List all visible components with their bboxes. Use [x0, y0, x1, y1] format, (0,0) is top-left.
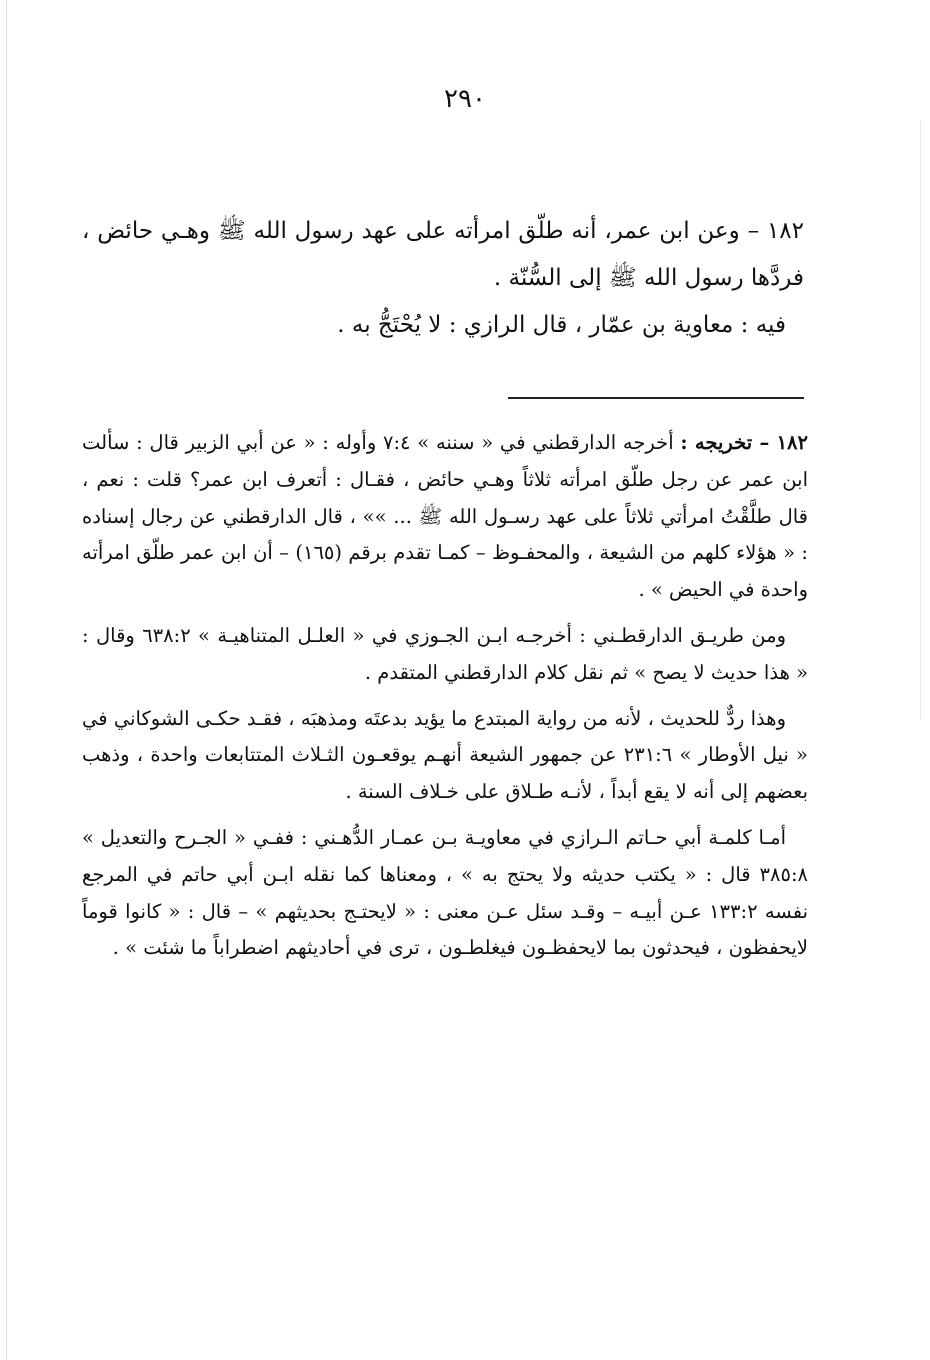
- takhrij-label: ١٨٢ – تخريجه :: [680, 431, 808, 454]
- scan-edge-mark: [920, 120, 921, 720]
- footnote-paragraph-2: ومن طريـق الدارقطـني : أخرجـه ابـن الجـوزي في « العلـل المتناهيـة » ٦٣٨:٢ وقال : « هذا حديث لا يصح » ثم نقل كلام الدارقطني المتقدم .: [82, 623, 808, 684]
- footnote-paragraph-4: أمـا كلمـة أبي حـاتم الـرازي في معاويـة بـن عمـار الدُّهـني : ففـي « الجـرح والتعديل » ٣٨٥:٨ قال : « يكتب حديثه ولا يحتج به » ، ومعناها كما نقله ابـن أبي حاتم في المرجع نفسه ١٣٣:٢ عـن أبيـه – وقـد سئل عـن معنى : « لايحتـج بحديثهم » – قال : « كانوا قوماً لايحفظون ، فيحدثون بما لايحفظـون فيغلطـون ، ترى في أحاديثهم اضطراباً ما شئت » .: [82, 825, 808, 960]
- main-text: [82, 208, 804, 349]
- takhrij-text: أخرجه الدارقطني في « سننه » ٧:٤ وأوله : « عن أبي الزبير قال : سألت ابن عمر عن رجل طلّق امرأته ثلاثاً وهـي حائض ، فقـال : أتعرف ابن عمر؟ قلت : نعم ، قال طلَّقْتُ امرأتي ثلاثاً على عهد رسـول الله ﷺ ... »» ، قال الدارقطني عن رجال إسناده : « هؤلاء كلهم من الشيعة ، والمحفـوظ – كمـا تقدم برقم (١٦٥) – أن ابن عمر طلّق امرأته واحدة في الحيض » .: [82, 431, 808, 602]
- page-number: ٢٩٠: [444, 84, 486, 114]
- footnotes: [82, 425, 808, 967]
- hadith-182: ١٨٢ – وعن ابن عمر، أنه طلّق امرأته على عهد رسول الله ﷺ وهـي حائض ، فردَّها رسول الله ﷺ إلى السُّنّة .: [82, 218, 804, 291]
- footnote-divider: [508, 397, 804, 399]
- footnote-paragraph-3: وهذا ردٌّ للحديث ، لأنه من رواية المبتدع ما يؤيد بدعتَه ومذهبَه ، فقـد حكـى الشوكاني في « نيل الأوطار » ٢٣١:٦ عن جمهور الشيعة أنهـم يوقعـون الثـلاث المتتابعات واحدة ، وذهب بعضهم إلى أنه لا يقع أبداً ، لأنـه طـلاق على خـلاف السنة .: [82, 706, 808, 804]
- scan-edge-mark: [6, 0, 7, 1360]
- takhrij-paragraph: [82, 425, 808, 609]
- narrator-comment: فيه : معاوية بن عمّار ، قال الرازي : لا يُحْتَجُّ به .: [337, 312, 786, 338]
